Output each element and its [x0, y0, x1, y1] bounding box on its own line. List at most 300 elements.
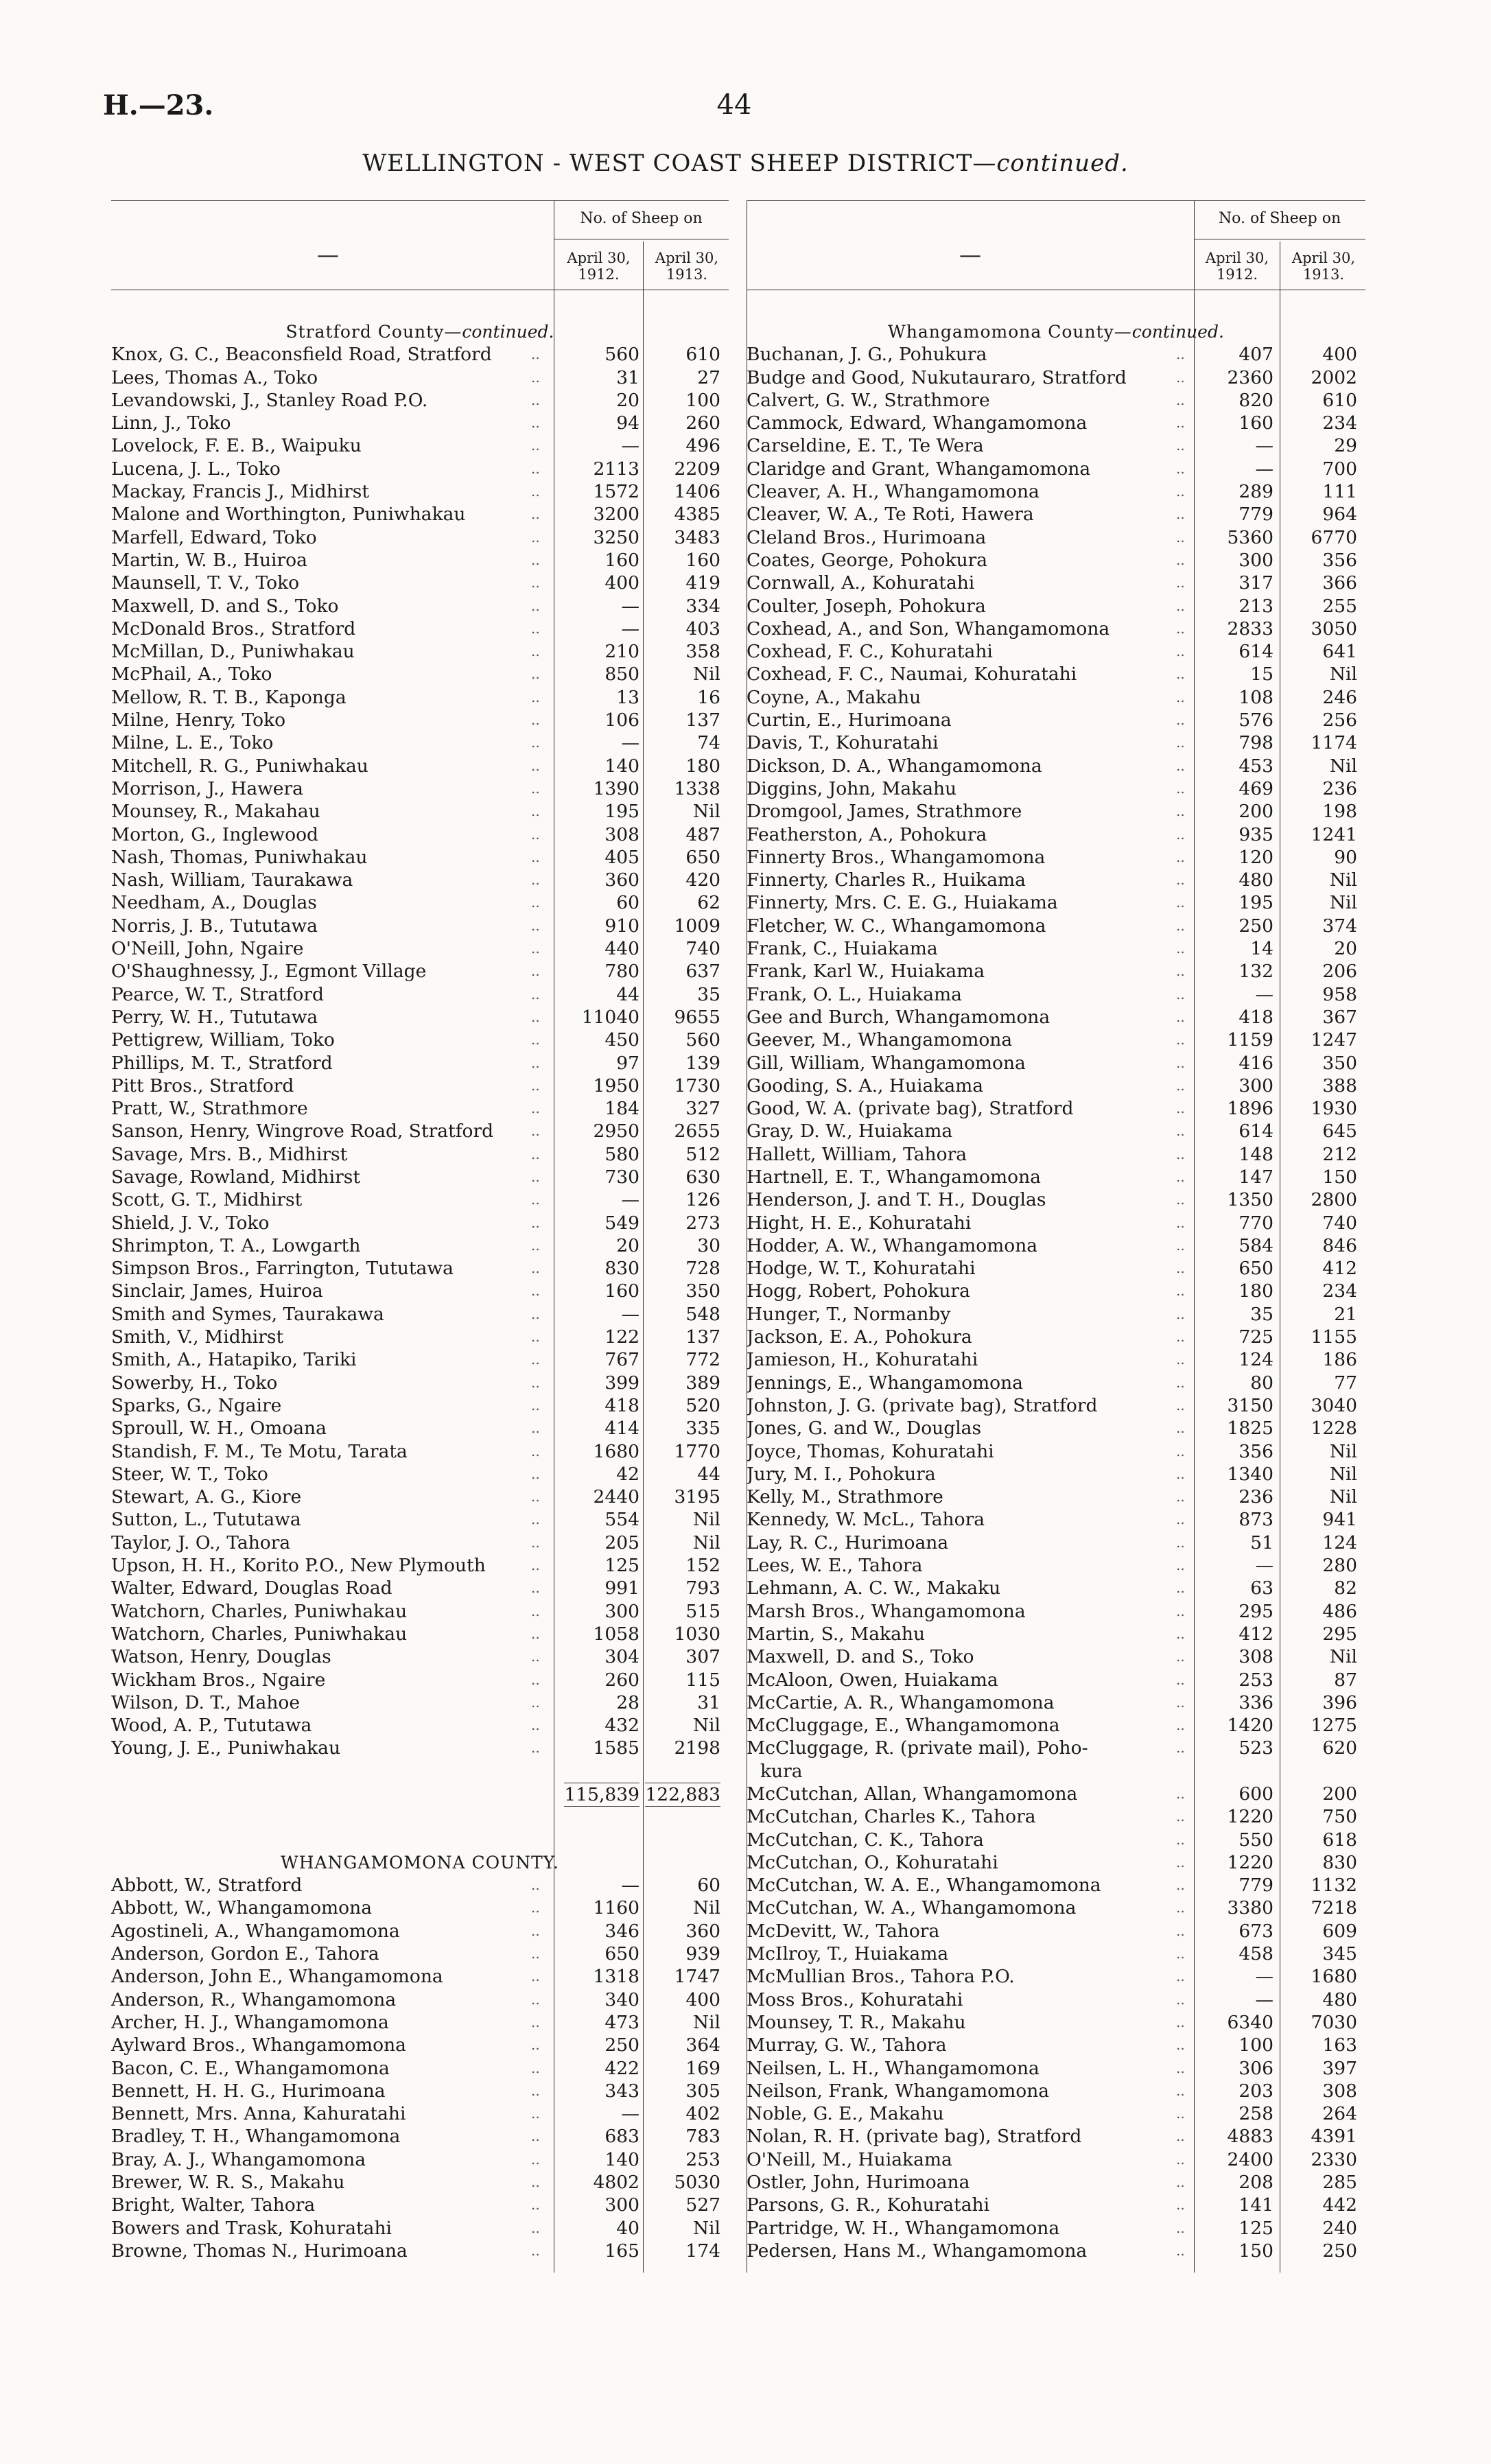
owner-name: Levandowski, J., Stanley Road P.O. — [111, 389, 428, 411]
sheep-1913: 4391 — [1311, 2126, 1357, 2148]
table-row — [111, 800, 729, 823]
leader-dots: .. — [1176, 2082, 1185, 2099]
sheep-1912: 250 — [1238, 915, 1273, 937]
table-row — [111, 1874, 729, 1897]
leader-dots: .. — [531, 1580, 540, 1597]
sheep-1913: 4385 — [674, 504, 720, 526]
sheep-1913: 367 — [1322, 1006, 1357, 1028]
table-row — [111, 1623, 729, 1645]
sheep-1912: 31 — [616, 366, 639, 388]
table-row — [747, 915, 1365, 937]
leader-dots: .. — [1176, 483, 1185, 500]
sheep-1912: 250 — [604, 2034, 639, 2056]
table-row — [747, 1897, 1365, 1919]
owner-name: Pedersen, Hans M., Whangamomona — [747, 2240, 1088, 2262]
leader-dots: .. — [1176, 1899, 1185, 1916]
leader-dots: .. — [1176, 1396, 1185, 1413]
header-date-line: April 30, — [1205, 250, 1269, 266]
owner-name: Budge and Good, Nukutauraro, Stratford — [747, 366, 1127, 388]
leader-dots: .. — [531, 1968, 540, 1985]
leader-dots: .. — [531, 574, 540, 591]
owner-name: Hunger, T., Normanby — [747, 1303, 951, 1325]
sheep-1912: 405 — [604, 846, 639, 868]
leader-dots: .. — [1176, 1260, 1185, 1277]
table-row — [747, 846, 1365, 869]
owner-name: McCutchan, Allan, Whangamomona — [747, 1783, 1078, 1805]
table-row — [111, 823, 729, 846]
owner-name: Featherston, A., Pohokura — [747, 823, 987, 845]
sheep-1913: 783 — [685, 2126, 720, 2148]
table-row — [111, 503, 729, 526]
header-date-line: 1913. — [666, 266, 708, 283]
owner-name: Marfell, Edward, Toko — [111, 526, 317, 548]
sheep-1912: 80 — [1250, 1372, 1273, 1394]
section-heading — [747, 320, 1365, 343]
owner-name: Bradley, T. H., Whangamomona — [111, 2126, 401, 2148]
owner-name: Maxwell, D. and S., Toko — [747, 1646, 974, 1668]
leader-dots: .. — [531, 1168, 540, 1185]
table-row — [111, 1303, 729, 1326]
leader-dots: .. — [531, 1282, 540, 1300]
sheep-1913: 77 — [1334, 1372, 1357, 1394]
leader-dots: .. — [531, 1077, 540, 1094]
spacer-row — [111, 1760, 729, 1783]
owner-name: Browne, Thomas N., Hurimoana — [111, 2240, 408, 2262]
leader-dots: .. — [1176, 1054, 1185, 1071]
leader-dots: .. — [1176, 940, 1185, 957]
sheep-1913: 560 — [685, 1029, 720, 1051]
leader-dots: .. — [1176, 1282, 1185, 1300]
table-row — [747, 1188, 1365, 1211]
leader-dots: .. — [1176, 1693, 1185, 1711]
leader-dots: .. — [1176, 551, 1185, 568]
sheep-1913: 620 — [1322, 1737, 1357, 1759]
owner-name: Linn, J., Toko — [111, 412, 231, 434]
leader-dots: .. — [1176, 1580, 1185, 1597]
sheep-1912: 300 — [1238, 1075, 1273, 1096]
leader-dots: .. — [531, 894, 540, 911]
owner-name: Steer, W. T., Toko — [111, 1463, 268, 1485]
table-row — [111, 777, 729, 800]
owner-name: Wood, A. P., Tututawa — [111, 1715, 312, 1737]
owner-name: Coxhead, F. C., Kohuratahi — [747, 641, 993, 663]
sheep-1913: 334 — [685, 595, 720, 617]
leader-dots: .. — [531, 643, 540, 660]
owner-name: Needham, A., Douglas — [111, 892, 317, 914]
table-row — [747, 1326, 1365, 1348]
owner-name: Gee and Burch, Whangamomona — [747, 1006, 1050, 1028]
leader-dots: .. — [531, 2174, 540, 2191]
sheep-1912: 108 — [1238, 686, 1273, 708]
sheep-1913: Nil — [1329, 1646, 1357, 1668]
sheep-1913: 30 — [697, 1234, 720, 1256]
table-row — [111, 731, 729, 754]
table-row — [111, 572, 729, 594]
leader-dots: .. — [531, 2242, 540, 2259]
right-rows — [747, 320, 1365, 2262]
leader-dots: .. — [531, 1351, 540, 1368]
leader-dots: .. — [1176, 757, 1185, 774]
leader-dots: .. — [531, 460, 540, 477]
owner-name: Wickham Bros., Ngaire — [111, 1669, 326, 1691]
table-row — [747, 434, 1365, 457]
leader-dots: .. — [1176, 2128, 1185, 2145]
page-title — [0, 150, 1491, 177]
sheep-1912: 28 — [616, 1691, 639, 1713]
sheep-1912: 60 — [616, 892, 639, 914]
owner-name: Upson, H. H., Korito P.O., New Plymouth — [111, 1555, 486, 1577]
owner-name: McCluggage, E., Whangamomona — [747, 1715, 1060, 1737]
table-row — [111, 640, 729, 663]
table-row — [111, 1532, 729, 1554]
leader-dots: .. — [1176, 1671, 1185, 1688]
owner-name: McDevitt, W., Tahora — [747, 1920, 940, 1942]
table-row — [747, 1463, 1365, 1486]
leader-dots: .. — [1176, 779, 1185, 797]
sheep-1913: 1174 — [1311, 732, 1357, 754]
sheep-1913: 264 — [1322, 2103, 1357, 2125]
leader-dots: .. — [1176, 1648, 1185, 1665]
leader-dots: .. — [1176, 871, 1185, 889]
sheep-1912: 910 — [604, 915, 639, 937]
table-row — [111, 1234, 729, 1257]
table-row — [111, 458, 729, 480]
sheep-1913: 548 — [685, 1303, 720, 1325]
left-rows — [111, 320, 729, 2262]
leader-dots: .. — [531, 1922, 540, 1939]
table-row — [111, 1508, 729, 1531]
sheep-1913: Nil — [1329, 755, 1357, 777]
owner-name: Claridge and Grant, Whangamomona — [747, 458, 1091, 480]
sheep-1912: 1825 — [1227, 1418, 1273, 1440]
sheep-1913: 356 — [1322, 549, 1357, 571]
owner-name: Kelly, M., Strathmore — [747, 1486, 943, 1508]
sheep-1913: 7218 — [1311, 1897, 1357, 1919]
sheep-1913: 27 — [697, 366, 720, 388]
leader-dots: .. — [1176, 1945, 1185, 1962]
table-row — [111, 549, 729, 572]
leader-dots: .. — [531, 848, 540, 865]
table-row — [111, 869, 729, 891]
leader-dots: .. — [531, 2128, 540, 2145]
sheep-1912: 3250 — [593, 526, 639, 548]
owner-name: Hallett, William, Tahora — [747, 1143, 967, 1165]
sheep-1913: 2330 — [1311, 2148, 1357, 2170]
sheep-1913: 90 — [1334, 846, 1357, 868]
owner-name: McCutchan, Charles K., Tahora — [747, 1806, 1036, 1828]
owner-name: Parsons, G. R., Kohuratahi — [747, 2194, 990, 2216]
leader-dots: .. — [1176, 825, 1185, 843]
owner-name: Scott, G. T., Midhirst — [111, 1189, 303, 1211]
sheep-1912: 2113 — [593, 458, 639, 480]
table-row — [111, 1463, 729, 1486]
table-row — [747, 1029, 1365, 1051]
table-row — [747, 1532, 1365, 1554]
sheep-1913: 16 — [697, 686, 720, 708]
table-row — [747, 503, 1365, 526]
section-title-italic: continued. — [462, 322, 554, 342]
sheep-1913: 160 — [685, 549, 720, 571]
sheep-1913: 174 — [685, 2240, 720, 2262]
owner-name: Coates, George, Pohokura — [747, 549, 988, 571]
table-row — [747, 1669, 1365, 1691]
table-row — [111, 709, 729, 731]
sheep-1913: 728 — [685, 1258, 720, 1280]
owner-name: Lees, W. E., Tahora — [747, 1555, 923, 1577]
sheep-1912: 469 — [1238, 777, 1273, 799]
sheep-1912: 11040 — [581, 1006, 639, 1028]
sheep-1912: 208 — [1238, 2172, 1273, 2194]
leader-dots: .. — [1176, 460, 1185, 477]
table-row — [747, 640, 1365, 663]
sheep-1912: 3200 — [593, 504, 639, 526]
leader-dots: .. — [1176, 414, 1185, 432]
table-row — [747, 549, 1365, 572]
owner-name: O'Neill, M., Huiakama — [747, 2148, 952, 2170]
sheep-1913: 3195 — [674, 1486, 720, 1508]
leader-dots: .. — [1176, 963, 1185, 980]
header-date-line: 1913. — [1302, 266, 1345, 283]
sheep-1912: 473 — [604, 2011, 639, 2033]
sheep-1913: 2002 — [1311, 366, 1357, 388]
sheep-1912: 124 — [1238, 1349, 1273, 1371]
sheep-1913: 139 — [685, 1052, 720, 1074]
owner-name: Gill, William, Whangamomona — [747, 1052, 1026, 1074]
leader-dots: .. — [531, 1717, 540, 1734]
table-row — [747, 1988, 1365, 2011]
owner-name: Frank, Karl W., Huiakama — [747, 961, 985, 983]
sheep-1913: 350 — [1322, 1052, 1357, 1074]
leader-dots: .. — [1176, 1602, 1185, 1619]
owner-name: Brewer, W. R. S., Makahu — [111, 2172, 345, 2194]
table-row — [111, 2240, 729, 2262]
leader-dots: .. — [1176, 1351, 1185, 1368]
table-row — [747, 1120, 1365, 1142]
owner-name: Jury, M. I., Pohokura — [747, 1463, 936, 1485]
table-row — [747, 1234, 1365, 1257]
table-row — [747, 960, 1365, 983]
header-date-1913 — [1282, 250, 1365, 283]
sheep-1913: 527 — [685, 2194, 720, 2216]
leader-dots: .. — [531, 1991, 540, 2008]
owner-name: Perry, W. H., Tututawa — [111, 1006, 318, 1028]
table-row — [747, 343, 1365, 366]
owner-name: Archer, H. J., Whangamomona — [111, 2011, 389, 2033]
table-row — [111, 1075, 729, 1097]
header-date-line: April 30, — [1291, 250, 1356, 266]
owner-name: Morton, G., Inglewood — [111, 823, 318, 845]
sheep-1912: — — [621, 595, 639, 617]
table-row — [747, 1737, 1365, 1759]
leader-dots: .. — [1176, 1214, 1185, 1231]
owner-name: Malone and Worthington, Puniwhakau — [111, 504, 466, 526]
sheep-1912: 1159 — [1227, 1029, 1273, 1051]
owner-name: Sinclair, James, Huiroa — [111, 1280, 323, 1302]
table-row — [747, 1714, 1365, 1737]
sheep-1912: 1350 — [1227, 1189, 1273, 1211]
sheep-1912: 3150 — [1227, 1394, 1273, 1416]
owner-name: McCluggage, R. (private mail), Poho- — [747, 1737, 1088, 1759]
sheep-1912: 432 — [604, 1715, 639, 1737]
sheep-1913: 400 — [1322, 344, 1357, 366]
sheep-1912: 340 — [604, 1988, 639, 2010]
header-date-line: April 30, — [655, 250, 719, 266]
sheep-1912: 1585 — [593, 1737, 639, 1759]
owner-name: Noble, G. E., Makahu — [747, 2103, 944, 2125]
sheep-1912: 450 — [604, 1029, 639, 1051]
table-row — [111, 2217, 729, 2240]
sheep-1912: 1572 — [593, 481, 639, 503]
sheep-1912: 1058 — [593, 1623, 639, 1645]
sheep-1912: — — [1255, 983, 1273, 1005]
owner-name: Mitchell, R. G., Puniwhakau — [111, 755, 368, 777]
sheep-1912: 13 — [616, 686, 639, 708]
leader-dots: .. — [531, 620, 540, 637]
owner-name: Young, J. E., Puniwhakau — [111, 1737, 341, 1759]
sheep-1913: 420 — [685, 869, 720, 891]
owner-name: Watchorn, Charles, Puniwhakau — [111, 1623, 408, 1645]
owner-name: Watchorn, Charles, Puniwhakau — [111, 1600, 408, 1622]
sheep-1913: 2800 — [1311, 1189, 1357, 1211]
sheep-1912: 414 — [604, 1418, 639, 1440]
sheep-1913: 442 — [1322, 2194, 1357, 2216]
table-row — [747, 823, 1365, 846]
sheep-1913: 137 — [685, 1326, 720, 1348]
sheep-1913: Nil — [692, 1509, 720, 1531]
sheep-1912: 798 — [1238, 732, 1273, 754]
owner-name: Simpson Bros., Farrington, Tututawa — [111, 1258, 454, 1280]
owner-name: kura — [760, 1760, 803, 1782]
leader-dots: .. — [1176, 1328, 1185, 1346]
table-row — [747, 1417, 1365, 1440]
sheep-1912: 51 — [1250, 1532, 1273, 1553]
sheep-1913: 366 — [1322, 572, 1357, 594]
sheep-1912: 2360 — [1227, 366, 1273, 388]
sheep-1912: 991 — [604, 1577, 639, 1599]
sheep-1913: 618 — [1322, 1829, 1357, 1851]
page-number: 44 — [716, 89, 752, 121]
table-row — [747, 1554, 1365, 1577]
leader-dots: .. — [1176, 985, 1185, 1002]
leader-dots: .. — [531, 803, 540, 820]
owner-name: Standish, F. M., Te Motu, Tarata — [111, 1440, 408, 1462]
leader-dots: .. — [1176, 734, 1185, 751]
sheep-1912: 873 — [1238, 1509, 1273, 1531]
owner-name: Sproull, W. H., Omoana — [111, 1418, 327, 1440]
leader-dots: .. — [531, 2013, 540, 2030]
sheep-1913: 253 — [685, 2148, 720, 2170]
table-row — [747, 572, 1365, 594]
leader-dots: .. — [1176, 1968, 1185, 1985]
leader-dots: .. — [1176, 346, 1185, 363]
sheep-1912: 15 — [1250, 664, 1273, 685]
sheep-1913: 374 — [1322, 915, 1357, 937]
owner-name: Norris, J. B., Tututawa — [111, 915, 318, 937]
sheep-1913: 2198 — [674, 1737, 720, 1759]
sheep-1912: 140 — [604, 755, 639, 777]
owner-name: Gray, D. W., Huiakama — [747, 1120, 953, 1142]
title-main: WELLINGTON - WEST COAST SHEEP DISTRICT— — [362, 150, 997, 177]
sheep-1912: 125 — [1238, 2217, 1273, 2239]
sheep-1912: 317 — [1238, 572, 1273, 594]
owner-name: Cleaver, W. A., Te Roti, Hawera — [747, 504, 1034, 526]
section-title — [747, 320, 1365, 343]
sheep-1913: 74 — [697, 732, 720, 754]
sheep-1912: — — [1255, 435, 1273, 457]
table-row — [111, 1669, 729, 1691]
sheep-1913: 82 — [1334, 1577, 1357, 1599]
leader-dots: .. — [1176, 1785, 1185, 1802]
owner-name: Bacon, C. E., Whangamomona — [111, 2057, 390, 2079]
sheep-1912: 180 — [1238, 1280, 1273, 1302]
owner-name: Neilsen, L. H., Whangamomona — [747, 2057, 1040, 2079]
sheep-1913: 793 — [685, 1577, 720, 1599]
owner-name: Martin, W. B., Huiroa — [111, 549, 307, 571]
sheep-1912: 132 — [1238, 961, 1273, 983]
sheep-1913: 360 — [685, 1920, 720, 1942]
leader-dots: .. — [531, 1693, 540, 1711]
table-row — [111, 1737, 729, 1759]
header-date-line: 1912. — [1216, 266, 1258, 283]
leader-dots: .. — [531, 1305, 540, 1322]
owner-name: Mellow, R. T. B., Kaponga — [111, 686, 347, 708]
owner-name: McCutchan, C. K., Tahora — [747, 1829, 984, 1851]
owner-name: Cammock, Edward, Whangamomona — [747, 412, 1088, 434]
owner-name: Frank, C., Huiakama — [747, 938, 938, 960]
owner-name: Carseldine, E. T., Te Wera — [747, 435, 984, 457]
owner-name: Knox, G. C., Beaconsfield Road, Stratford — [111, 344, 492, 366]
table-row — [111, 937, 729, 960]
sheep-1913: Nil — [692, 801, 720, 823]
sheep-1912: 106 — [604, 709, 639, 731]
leader-dots: .. — [1176, 1808, 1185, 1825]
leader-dots: .. — [1176, 1191, 1185, 1208]
owner-name: McPhail, A., Toko — [111, 664, 272, 685]
owner-name: McCutchan, W. A. E., Whangamomona — [747, 1875, 1101, 1897]
table-row — [111, 2057, 729, 2080]
owner-name: Watson, Henry, Douglas — [111, 1646, 331, 1668]
leader-dots: .. — [531, 1648, 540, 1665]
sheep-1912: — — [621, 2103, 639, 2125]
owner-name: Savage, Rowland, Midhirst — [111, 1166, 360, 1188]
leader-dots: .. — [531, 1420, 540, 1437]
sheep-1913: 958 — [1322, 983, 1357, 1005]
table-row — [747, 663, 1365, 685]
sheep-1913: 740 — [1322, 1212, 1357, 1234]
leader-dots: .. — [531, 391, 540, 408]
sheep-1913: 846 — [1322, 1234, 1357, 1256]
sheep-1912: 650 — [1238, 1258, 1273, 1280]
owner-name: Smith and Symes, Taurakawa — [111, 1303, 384, 1325]
sheep-1912: 343 — [604, 2080, 639, 2102]
table-row — [111, 1166, 729, 1188]
table-row — [111, 983, 729, 1006]
sheep-1913: 20 — [1334, 938, 1357, 960]
leader-dots: .. — [1176, 712, 1185, 729]
sheep-1913: 87 — [1334, 1669, 1357, 1691]
owner-name: Savage, Mrs. B., Midhirst — [111, 1143, 348, 1165]
owner-name: O'Neill, John, Ngaire — [111, 938, 304, 960]
sheep-1913: 3483 — [674, 526, 720, 548]
leader-dots: .. — [531, 1191, 540, 1208]
sheep-1913: 152 — [685, 1555, 720, 1577]
owner-name: Jackson, E. A., Pohokura — [747, 1326, 972, 1348]
leader-dots: .. — [1176, 1922, 1185, 1939]
sheep-1913: 5030 — [674, 2172, 720, 2194]
sheep-1913: 419 — [685, 572, 720, 594]
total-1913: 122,883 — [645, 1784, 720, 1805]
sheep-1913: 124 — [1322, 1532, 1357, 1553]
